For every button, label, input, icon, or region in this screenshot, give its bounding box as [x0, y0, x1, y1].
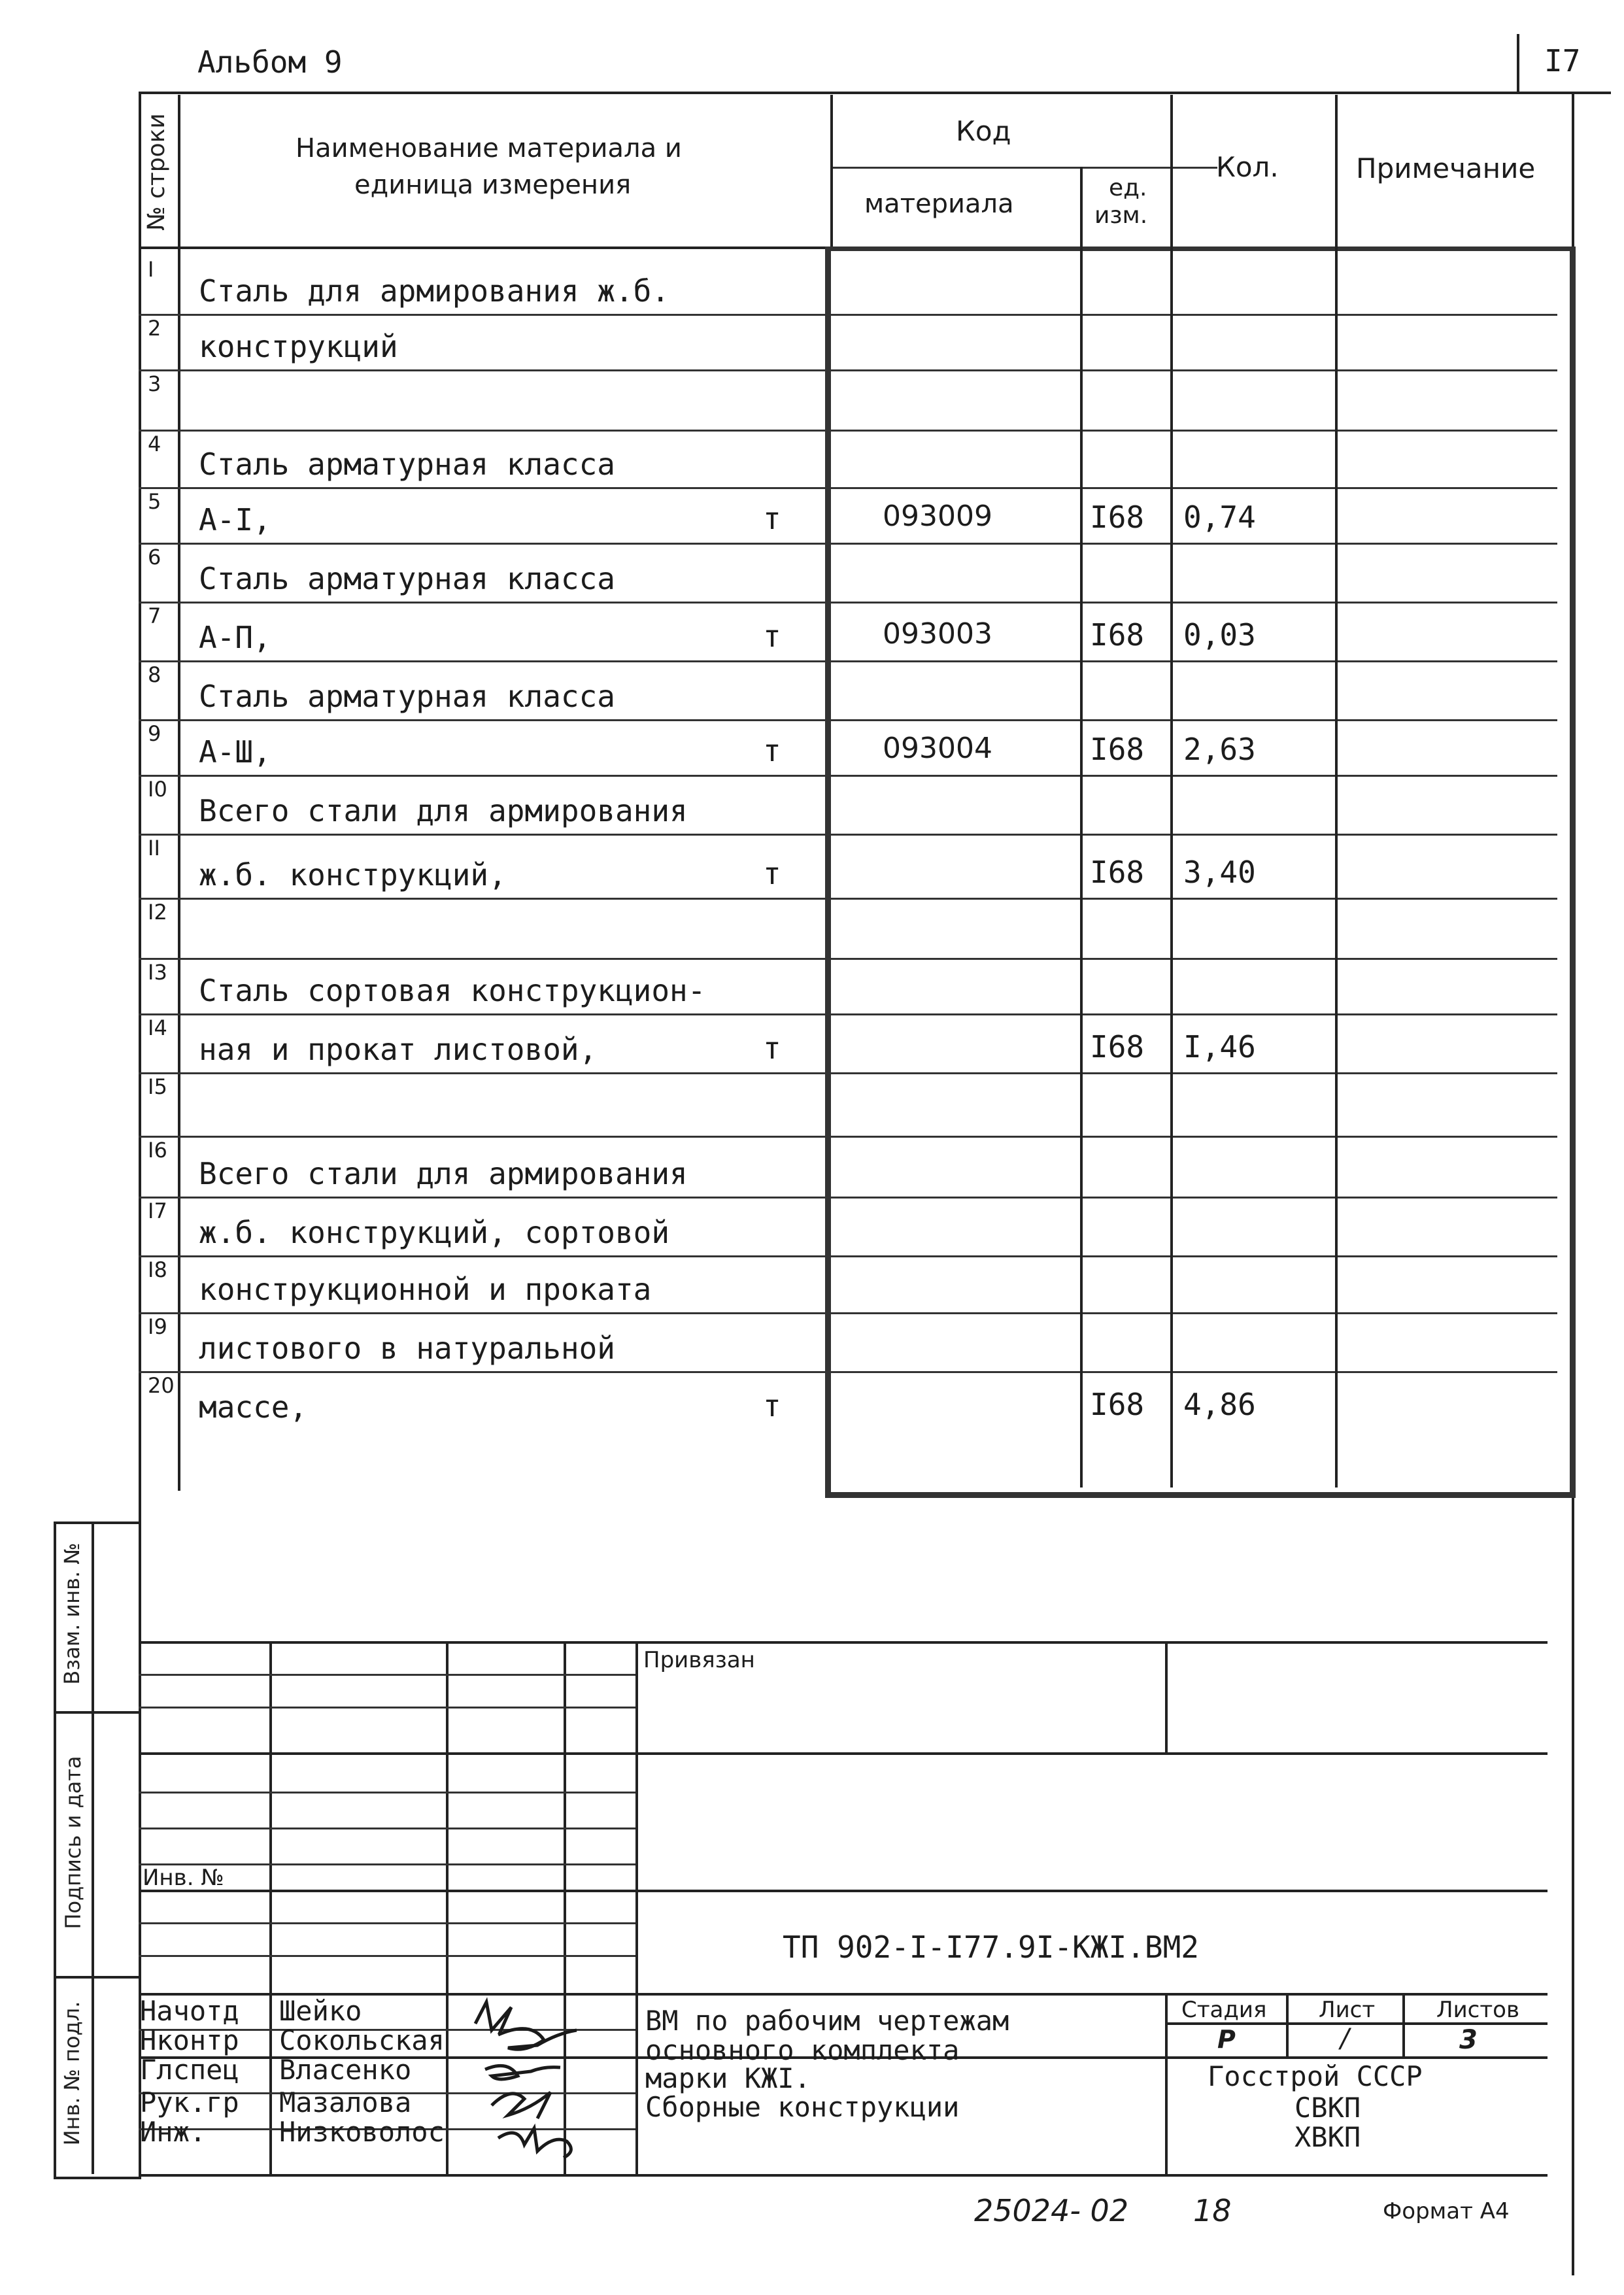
- row-rule: [139, 1072, 1557, 1074]
- row-rule: [139, 602, 1557, 604]
- organization-line: Госстрой СССР: [1208, 2060, 1423, 2092]
- row-name: Сталь для армирования ж.б.: [199, 273, 670, 309]
- stamp-role: Рук.гр: [140, 2086, 239, 2118]
- row-unit: т: [763, 733, 781, 768]
- row-number: 8: [148, 662, 161, 687]
- label-vzam-inv: Взам. инв. №: [59, 1542, 84, 1685]
- stamp-role: Глспец: [140, 2054, 239, 2086]
- row-name: Всего стали для армирования: [199, 793, 688, 828]
- stamp-role: Инж.: [140, 2116, 207, 2148]
- copy-number: 18: [1193, 2193, 1232, 2228]
- stamp-top-rule: [139, 1641, 1548, 1644]
- data-col-rule: [1335, 246, 1338, 1488]
- label-sheet: Лист: [1319, 1997, 1376, 2023]
- signature-marks: [446, 1994, 642, 2174]
- organization-line: ХВКП: [1294, 2121, 1361, 2153]
- data-col-rule: [1170, 246, 1173, 1488]
- row-number: 6: [148, 545, 161, 570]
- row-rule: [139, 369, 1557, 371]
- row-rule: [139, 1312, 1557, 1314]
- row-name: Сталь арматурная класса: [199, 679, 615, 714]
- row-unit-code: I68: [1090, 1387, 1145, 1422]
- row-name: листового в натуральной: [199, 1331, 615, 1366]
- value-sheets: 3: [1459, 2025, 1478, 2055]
- stamp-row-rule: [139, 1792, 635, 1794]
- row-qty: I,46: [1183, 1029, 1256, 1064]
- row-rule: [139, 314, 1557, 316]
- row-qty: 0,03: [1183, 617, 1256, 653]
- document-title-line: ВМ по рабочим чертежам: [645, 2005, 1009, 2037]
- page-number: I7: [1544, 43, 1581, 78]
- row-qty: 3,40: [1183, 855, 1256, 890]
- stamp-name: Шейко: [279, 1995, 362, 2027]
- stamp-role: Нконтр: [140, 2024, 239, 2056]
- row-name: Сталь арматурная класса: [199, 447, 615, 482]
- order-number: 25024- 02: [974, 2193, 1129, 2228]
- code-subheader-rule: [830, 167, 1217, 169]
- row-number: I: [148, 257, 154, 282]
- stamp-row-rule: [139, 1890, 1548, 1892]
- row-unit: т: [763, 619, 781, 654]
- col-rule: [830, 95, 833, 246]
- row-number: 2: [148, 316, 161, 341]
- row-number: 9: [148, 721, 161, 746]
- row-rule: [139, 1371, 1557, 1373]
- row-unit-code: I68: [1090, 1029, 1145, 1064]
- header-unit-line1: ед.: [1109, 175, 1147, 201]
- title-block: [139, 1641, 1548, 2174]
- label-podpis-data: Подпись и дата: [61, 1756, 86, 1930]
- row-unit-code: I68: [1090, 732, 1145, 767]
- row-rule: [139, 660, 1557, 662]
- row-rule: [139, 958, 1557, 960]
- row-name: ная и прокат листовой,: [199, 1032, 598, 1067]
- label-inv-podl: Инв. № подл.: [59, 2001, 84, 2146]
- materials-table: [139, 95, 1564, 1497]
- side-column-rule: [54, 1711, 139, 1714]
- value-stage: Р: [1217, 2025, 1236, 2054]
- row-number: II: [148, 836, 160, 860]
- row-rule: [139, 898, 1557, 900]
- row-number: 3: [148, 371, 161, 396]
- header-material-code: материала: [864, 189, 1014, 219]
- document-title-line: основного комплекта: [645, 2034, 960, 2066]
- signature-sokolskaya: [498, 2029, 577, 2050]
- col-rule: [178, 95, 180, 1491]
- label-privyazan: Привязан: [643, 1647, 755, 1673]
- stamp-row-rule: [139, 1955, 635, 1957]
- row-rule: [139, 775, 1557, 777]
- signature-sheyko: [475, 2002, 511, 2033]
- row-number: 7: [148, 604, 161, 628]
- row-unit-code: I68: [1090, 617, 1145, 653]
- stamp-row-rule: [139, 1922, 635, 1924]
- row-number: I2: [148, 900, 167, 925]
- row-unit: т: [763, 1388, 781, 1423]
- row-name: Сталь арматурная класса: [199, 561, 615, 596]
- row-rule: [139, 543, 1557, 545]
- row-material-code: 093004: [883, 732, 992, 765]
- row-rule: [139, 1197, 1557, 1198]
- stamp-col-rule: [1165, 1641, 1168, 1752]
- header-name-line1: Наименование материала и: [296, 133, 682, 163]
- stamp-row-rule: [139, 1707, 635, 1708]
- stamp-col-rule: [1165, 1993, 1168, 2174]
- row-unit: т: [763, 501, 781, 536]
- row-name: ж.б. конструкций, сортовой: [199, 1215, 670, 1250]
- col-rule: [1080, 167, 1083, 246]
- row-unit-code: I68: [1090, 855, 1145, 890]
- header-note: Примечание: [1356, 152, 1536, 184]
- stamp-bottom-rule: [139, 2174, 1548, 2177]
- row-rule: [139, 430, 1557, 432]
- row-number: I9: [148, 1314, 167, 1339]
- label-stage: Стадия: [1181, 1997, 1267, 2023]
- stamp-row-rule: [139, 1752, 1548, 1755]
- row-number: I8: [148, 1257, 167, 1282]
- row-number: I4: [148, 1015, 167, 1040]
- row-rule: [139, 1255, 1557, 1257]
- row-name: Сталь сортовая конструкцион-: [199, 973, 706, 1008]
- label-sheets: Листов: [1436, 1997, 1520, 2023]
- row-rule: [139, 1013, 1557, 1015]
- value-sheet: /: [1340, 2024, 1349, 2054]
- row-rule: [139, 487, 1557, 489]
- row-name: Всего стали для армирования: [199, 1156, 688, 1191]
- row-number: I7: [148, 1198, 167, 1223]
- side-column-rule: [54, 1976, 139, 1979]
- stamp-name: Мазалова: [279, 2086, 412, 2118]
- col-rule: [1335, 95, 1338, 246]
- header-code-group: Код: [956, 115, 1011, 147]
- row-number: I6: [148, 1138, 167, 1163]
- row-material-code: 093003: [883, 617, 992, 651]
- stamp-name: Сокольская: [279, 2024, 445, 2056]
- stamp-name: Низковолос: [279, 2116, 445, 2148]
- row-number: 20: [148, 1373, 175, 1398]
- format-label: Формат А4: [1383, 2198, 1510, 2224]
- row-name: массе,: [199, 1389, 308, 1425]
- row-number: I0: [148, 777, 167, 802]
- row-name: А-П,: [199, 620, 271, 655]
- organization-line: СВКП: [1294, 2092, 1361, 2124]
- document-title-line: Сборные конструкции: [645, 2091, 960, 2123]
- stamp-role: Начотд: [140, 1995, 239, 2027]
- header-name-line2: единица измерения: [354, 170, 632, 200]
- header-qty: Кол.: [1216, 151, 1279, 183]
- signature-nizkovolos: [498, 2128, 571, 2158]
- stamp-row-rule: [139, 1674, 635, 1676]
- side-column-rule: [92, 1522, 94, 2174]
- header-row-no: № строки: [143, 113, 170, 231]
- document-title-line: марки КЖI.: [645, 2062, 811, 2094]
- row-number: I5: [148, 1074, 167, 1099]
- row-name: ж.б. конструкций,: [199, 857, 507, 892]
- row-name: конструкционной и проката: [199, 1272, 652, 1307]
- header-unit-line2: изм.: [1094, 202, 1148, 229]
- row-number: 4: [148, 432, 161, 456]
- row-unit: т: [763, 856, 781, 891]
- data-col-rule: [1080, 246, 1083, 1488]
- label-inv-no: Инв. №: [143, 1865, 224, 1891]
- stamp-name: Власенко: [279, 2054, 412, 2086]
- row-qty: 0,74: [1183, 500, 1256, 535]
- row-qty: 4,86: [1183, 1387, 1256, 1422]
- document-designation: ТП 902-I-I77.9I-КЖI.ВМ2: [783, 1930, 1199, 1965]
- row-rule: [139, 1136, 1557, 1138]
- album-label: Альбом 9: [197, 44, 343, 80]
- row-name: конструкций: [199, 329, 398, 364]
- row-name: А-Ш,: [199, 734, 271, 770]
- row-rule: [139, 719, 1557, 721]
- signature-mazalova: [492, 2092, 550, 2118]
- row-number: I3: [148, 960, 167, 985]
- stamp-row-rule: [139, 1828, 635, 1829]
- row-qty: 2,63: [1183, 732, 1256, 767]
- row-unit: т: [763, 1030, 781, 1066]
- row-rule: [139, 834, 1557, 836]
- col-rule: [1170, 95, 1173, 246]
- signature-vlasenko: [485, 2066, 560, 2079]
- row-unit-code: I68: [1090, 500, 1145, 535]
- row-material-code: 093009: [883, 500, 992, 533]
- row-name: А-I,: [199, 502, 271, 537]
- row-number: 5: [148, 489, 161, 514]
